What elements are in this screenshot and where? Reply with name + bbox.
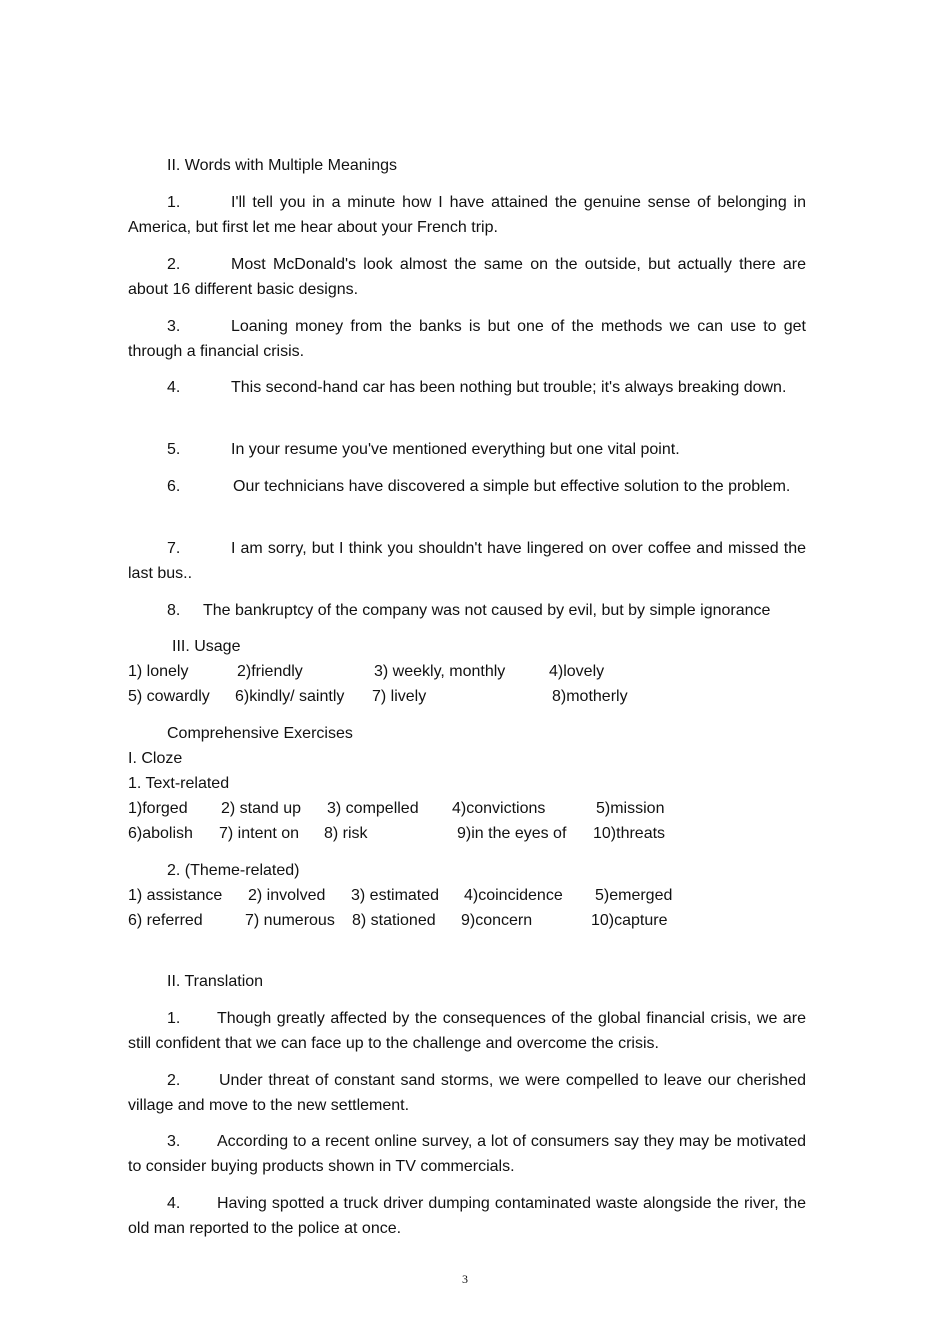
list-item (128, 314, 806, 364)
answer: 2)friendly (237, 663, 303, 680)
item-text: I'll tell you in a minute how I have attained the genuine sense of belonging in America, but first let me hear about your French trip. (128, 194, 806, 236)
section-heading-comprehensive: Comprehensive Exercises (167, 725, 353, 742)
answer: 8) stationed (352, 912, 436, 929)
item-number: 4. (167, 1195, 181, 1212)
section-heading-usage: III. Usage (172, 638, 241, 655)
theme-related-heading: 2. (Theme-related) (167, 862, 300, 879)
item-number: 4. (167, 379, 181, 396)
answer: 6)kindly/ saintly (235, 688, 345, 705)
answer: 7) lively (372, 688, 427, 705)
answer: 10)threats (593, 825, 666, 842)
item-number: 3. (167, 1133, 181, 1150)
item-number: 2. (167, 256, 181, 273)
answer: 3) estimated (351, 887, 440, 904)
item-text: Most McDonald's look almost the same on the outside, but actually there are about 16 different basic designs. (128, 256, 806, 298)
answer: 3) compelled (327, 800, 419, 817)
section-heading-words: II. Words with Multiple Meanings (167, 157, 398, 174)
list-item (128, 1191, 806, 1241)
item-text: This second-hand car has been nothing but trouble; it's always breaking down. (231, 379, 787, 396)
item-text: Our technicians have discovered a simple but effective solution to the problem. (233, 478, 791, 495)
answer: 5) cowardly (128, 688, 210, 705)
item-number: 3. (167, 318, 181, 335)
list-item (128, 1006, 806, 1056)
item-number: 2. (167, 1072, 181, 1089)
answer: 7) intent on (219, 825, 300, 842)
list-item (128, 1129, 806, 1179)
item-number: 1. (167, 194, 181, 211)
answer: 2) involved (248, 887, 326, 904)
answer: 9)concern (461, 912, 533, 929)
answer: 9)in the eyes of (457, 825, 567, 842)
answer: 8) risk (324, 825, 368, 842)
answer: 5)mission (596, 800, 665, 817)
list-item (128, 437, 806, 462)
page-number: 3 (462, 1272, 468, 1286)
item-number: 5. (167, 441, 181, 458)
answer: 8)motherly (552, 688, 628, 705)
item-text: According to a recent online survey, a lot of consumers say they may be motivated to consider buying products shown in TV commercials. (128, 1133, 806, 1175)
answer: 6)abolish (128, 825, 193, 842)
list-item (128, 536, 806, 586)
answer: 1) lonely (128, 663, 189, 680)
answer: 6) referred (128, 912, 203, 929)
item-text: Loaning money from the banks is but one of the methods we can use to get through a financial crisis. (128, 318, 806, 360)
item-text: Under threat of constant sand storms, we were compelled to leave our cherished village and move to the new settlement. (128, 1072, 806, 1114)
cloze-heading: I. Cloze (128, 750, 183, 767)
answer: 1)forged (128, 800, 188, 817)
list-item (128, 1068, 806, 1118)
answer: 3) weekly, monthly (374, 663, 506, 680)
section-heading-translation: II. Translation (167, 973, 264, 990)
list-item (128, 474, 806, 499)
item-text: The bankruptcy of the company was not caused by evil, but by simple ignorance (203, 602, 771, 619)
item-text: Having spotted a truck driver dumping contaminated waste alongside the river, the old man reported to the police at once. (128, 1195, 806, 1237)
list-item (128, 375, 806, 400)
item-number: 8. (167, 602, 181, 619)
text-related-heading: 1. Text-related (128, 775, 230, 792)
item-number: 6. (167, 478, 181, 495)
item-text: I am sorry, but I think you shouldn't have lingered on over coffee and missed the last bus.. (128, 540, 806, 582)
list-item (128, 252, 806, 302)
answer: 4)convictions (452, 800, 546, 817)
list-item (128, 598, 806, 623)
answer: 1) assistance (128, 887, 223, 904)
answer: 4)lovely (549, 663, 605, 680)
list-item (128, 190, 806, 240)
answer: 10)capture (591, 912, 668, 929)
item-number: 1. (167, 1010, 181, 1027)
item-number: 7. (167, 540, 181, 557)
answer: 7) numerous (245, 912, 335, 929)
answer: 5)emerged (595, 887, 673, 904)
answer: 2) stand up (221, 800, 302, 817)
item-text: In your resume you've mentioned everything but one vital point. (231, 441, 680, 458)
answer: 4)coincidence (464, 887, 563, 904)
item-text: Though greatly affected by the consequences of the global financial crisis, we are still confident that we can face up to the challenge and overcome the crisis. (128, 1010, 806, 1052)
